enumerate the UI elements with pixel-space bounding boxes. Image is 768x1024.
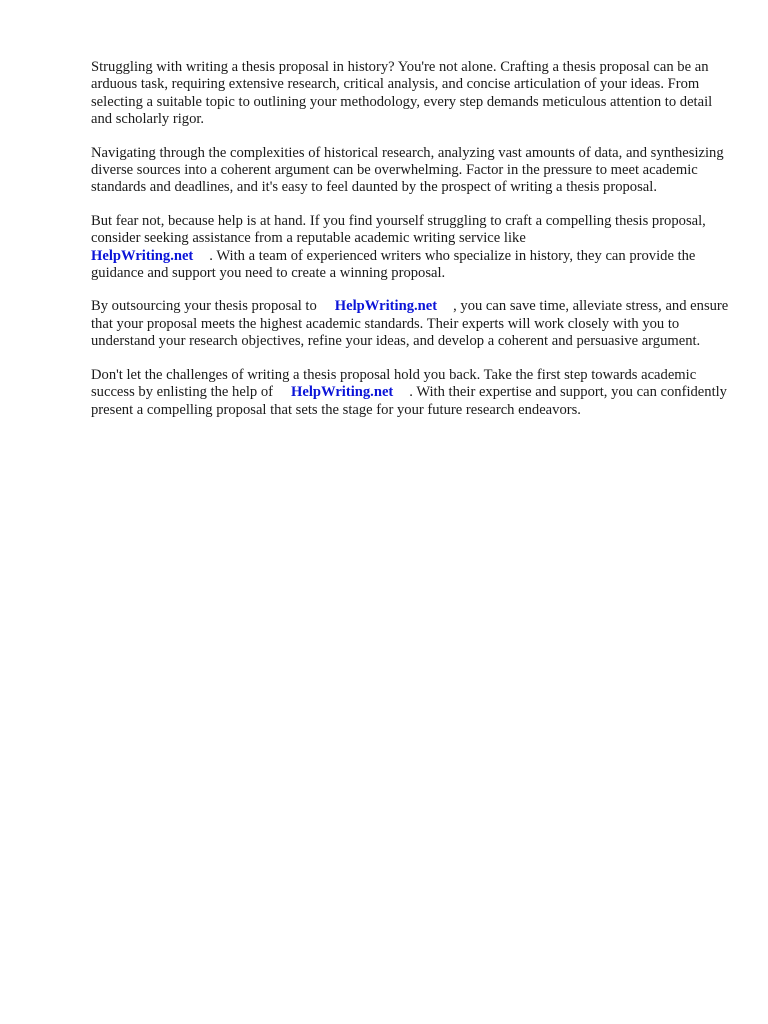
helpwriting-link-2[interactable]: HelpWriting.net (334, 298, 438, 315)
paragraph-4-text-before: By outsourcing your thesis proposal to (91, 298, 317, 315)
paragraph-1: Struggling with writing a thesis proposal in history? You're not alone. Crafting a thesis proposal can be an arduous task, requiring extensive research, critical analysis, and concise articulation of your ideas. From selecting a suitable topic to outlining your methodology, every step demands meticulous attention to detail and scholarly rigor. (91, 59, 713, 128)
helpwriting-link-3[interactable]: HelpWriting.net (290, 384, 394, 401)
paragraph-5-text-after: . With their expertise and support, you can confidently present a compelling proposal that sets the stage for your future research endeavors. (91, 384, 727, 418)
document-body (91, 59, 731, 435)
helpwriting-link-1[interactable]: HelpWriting.net (91, 247, 194, 264)
paragraph-3-text-after: . With a team of experienced writers who specialize in history, they can provide the guidance and support you need to create a winning proposal. (91, 247, 696, 282)
paragraph-4 (91, 298, 731, 350)
paragraph-3 (91, 213, 731, 283)
paragraph-2: Navigating through the complexities of historical research, analyzing vast amounts of data, and synthesizing diverse sources into a coherent argument can be overwhelming. Factor in the pressure to meet academic standards and deadlines, and it's easy to feel daunted by the prospect of writing a thesis proposal. (91, 144, 724, 196)
paragraph-4-text-after: , you can save time, alleviate stress, and ensure that your proposal meets the highest academic standards. Their experts will work closely with you to understand your research objectives, refine your ideas, and develop a coherent and persuasive argument. (91, 298, 729, 350)
paragraph-5-text-before: Don't let the challenges of writing a thesis proposal hold you back. Take the first step towards academic success by enlisting the help of (91, 366, 697, 401)
paragraph-3-text-before: But fear not, because help is at hand. If you find yourself struggling to craft a compelling thesis proposal, consider seeking assistance from a reputable academic writing service like (91, 212, 706, 247)
paragraph-5 (91, 367, 731, 419)
